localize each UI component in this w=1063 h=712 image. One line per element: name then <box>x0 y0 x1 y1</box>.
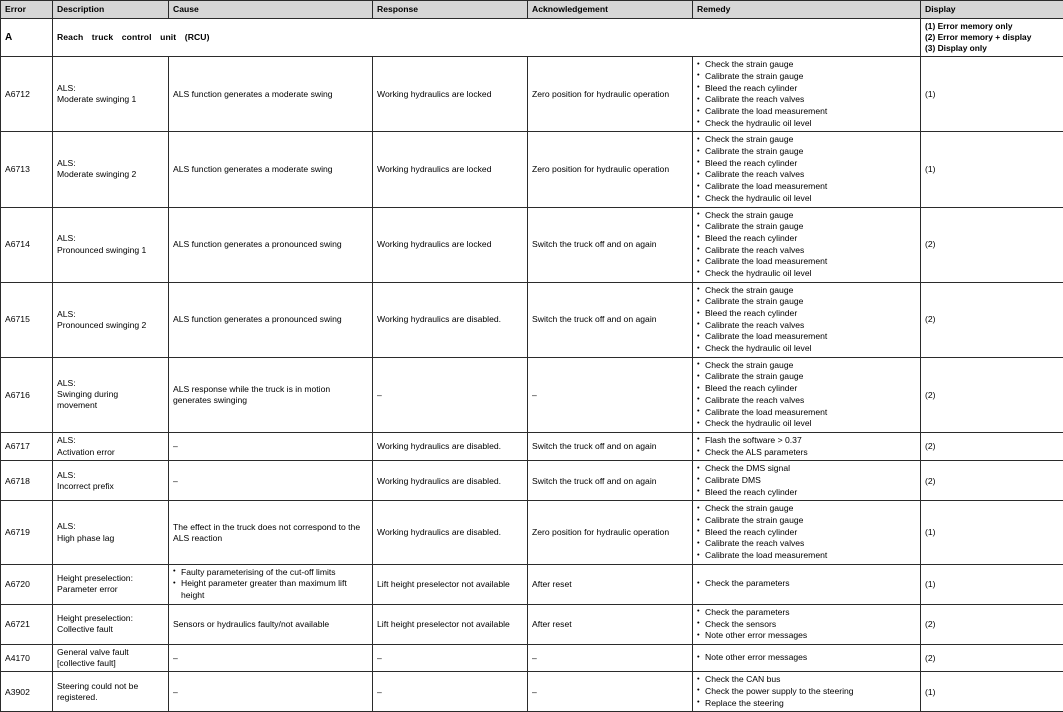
error-response: Lift height preselector not available <box>373 564 528 604</box>
error-description: ALS: High phase lag <box>53 501 169 564</box>
remedy-bullet-item: • Check the hydraulic oil level <box>697 343 917 355</box>
table-row <box>1 432 1063 460</box>
table-header <box>1 1 1063 19</box>
table-row <box>1 357 1063 432</box>
remedy-bullet-item: • Calibrate the strain gauge <box>697 221 917 233</box>
error-code: A6717 <box>1 432 53 460</box>
error-description: ALS: Pronounced swinging 1 <box>53 207 169 282</box>
error-acknowledgement: Zero position for hydraulic operation <box>528 132 693 207</box>
error-remedy <box>693 432 921 460</box>
column-header-description: Description <box>53 1 169 19</box>
error-remedy <box>693 644 921 671</box>
remedy-bullet-item: • Check the power supply to the steering <box>697 686 917 698</box>
display-legend-item-1: (1) Error memory only <box>925 21 1060 32</box>
error-description: ALS: Incorrect prefix <box>53 461 169 501</box>
error-acknowledgement: After reset <box>528 604 693 644</box>
error-description: ALS: Moderate swinging 1 <box>53 57 169 132</box>
error-remedy <box>693 357 921 432</box>
remedy-bullet-item: • Calibrate DMS <box>697 475 917 487</box>
table-row <box>1 57 1063 132</box>
section-row <box>1 19 1063 57</box>
table-row <box>1 501 1063 564</box>
remedy-bullet-item: • Check the hydraulic oil level <box>697 268 917 280</box>
remedy-bullet-item: • Check the hydraulic oil level <box>697 118 917 130</box>
column-header-acknowledgement: Acknowledgement <box>528 1 693 19</box>
error-code: A6721 <box>1 604 53 644</box>
section-title: Reach truck control unit (RCU) <box>53 19 921 57</box>
remedy-bullet-item: • Calibrate the strain gauge <box>697 515 917 527</box>
error-cause: ALS function generates a moderate swing <box>169 132 373 207</box>
error-display-code: (1) <box>921 501 1063 564</box>
error-display-code: (2) <box>921 604 1063 644</box>
error-code: A6719 <box>1 501 53 564</box>
remedy-bullet-item: • Check the DMS signal <box>697 463 917 475</box>
remedy-bullet-list <box>697 210 917 280</box>
error-description: Steering could not be registered. <box>53 672 169 712</box>
remedy-bullet-list <box>697 652 917 664</box>
column-header-response: Response <box>373 1 528 19</box>
error-code: A6713 <box>1 132 53 207</box>
error-acknowledgement: After reset <box>528 564 693 604</box>
remedy-bullet-item: • Bleed the reach cylinder <box>697 83 917 95</box>
remedy-bullet-list <box>697 607 917 642</box>
error-description: General valve fault [collective fault] <box>53 644 169 671</box>
error-display-code: (2) <box>921 282 1063 357</box>
remedy-bullet-item: • Calibrate the strain gauge <box>697 146 917 158</box>
error-description: ALS: Moderate swinging 2 <box>53 132 169 207</box>
error-display-code: (1) <box>921 57 1063 132</box>
error-description: ALS: Swinging during movement <box>53 357 169 432</box>
remedy-bullet-list <box>697 578 917 590</box>
error-response: – <box>373 644 528 671</box>
error-display-code: (1) <box>921 132 1063 207</box>
error-cause: ALS function generates a pronounced swing <box>169 282 373 357</box>
error-remedy <box>693 461 921 501</box>
error-remedy <box>693 564 921 604</box>
error-display-code: (1) <box>921 564 1063 604</box>
remedy-bullet-item: • Calibrate the load measurement <box>697 106 917 118</box>
error-response: Working hydraulics are locked <box>373 207 528 282</box>
table-row <box>1 132 1063 207</box>
error-description: Height preselection: Parameter error <box>53 564 169 604</box>
error-display-code: (2) <box>921 432 1063 460</box>
remedy-bullet-item: • Bleed the reach cylinder <box>697 383 917 395</box>
error-remedy <box>693 57 921 132</box>
remedy-bullet-item: • Check the strain gauge <box>697 134 917 146</box>
remedy-bullet-item: • Calibrate the strain gauge <box>697 71 917 83</box>
remedy-bullet-list <box>697 134 917 204</box>
remedy-bullet-list <box>697 360 917 430</box>
cause-bullet-list <box>173 567 369 602</box>
error-display-code: (2) <box>921 207 1063 282</box>
error-remedy <box>693 132 921 207</box>
column-header-error: Error <box>1 1 53 19</box>
remedy-bullet-item: • Bleed the reach cylinder <box>697 527 917 539</box>
error-remedy <box>693 604 921 644</box>
error-acknowledgement: Switch the truck off and on again <box>528 207 693 282</box>
error-acknowledgement: Switch the truck off and on again <box>528 432 693 460</box>
error-cause: ALS function generates a moderate swing <box>169 57 373 132</box>
remedy-bullet-item: • Calibrate the load measurement <box>697 256 917 268</box>
remedy-bullet-list <box>697 503 917 561</box>
display-legend-item-3: (3) Display only <box>925 43 1060 54</box>
error-description: Height preselection: Collective fault <box>53 604 169 644</box>
error-cause: Sensors or hydraulics faulty/not available <box>169 604 373 644</box>
cause-bullet-item: • Height parameter greater than maximum lift height <box>173 578 369 601</box>
error-response: – <box>373 672 528 712</box>
remedy-bullet-item: • Check the parameters <box>697 578 917 590</box>
remedy-bullet-item: • Note other error messages <box>697 652 917 664</box>
error-response: Lift height preselector not available <box>373 604 528 644</box>
section-code: A <box>1 19 53 57</box>
error-acknowledgement: – <box>528 672 693 712</box>
error-cause <box>169 564 373 604</box>
error-cause: – <box>169 672 373 712</box>
table-row <box>1 672 1063 712</box>
error-acknowledgement: Switch the truck off and on again <box>528 461 693 501</box>
remedy-bullet-item: • Check the sensors <box>697 619 917 631</box>
remedy-bullet-item: • Replace the steering <box>697 698 917 710</box>
remedy-bullet-list <box>697 435 917 458</box>
header-row <box>1 1 1063 19</box>
remedy-bullet-item: • Calibrate the reach valves <box>697 395 917 407</box>
error-display-code: (1) <box>921 672 1063 712</box>
error-description: ALS: Activation error <box>53 432 169 460</box>
table-row <box>1 564 1063 604</box>
table-row <box>1 207 1063 282</box>
remedy-bullet-item: • Calibrate the reach valves <box>697 538 917 550</box>
error-display-code: (2) <box>921 461 1063 501</box>
remedy-bullet-item: • Check the hydraulic oil level <box>697 193 917 205</box>
error-display-code: (2) <box>921 357 1063 432</box>
remedy-bullet-item: • Calibrate the reach valves <box>697 169 917 181</box>
remedy-bullet-item: • Calibrate the reach valves <box>697 245 917 257</box>
remedy-bullet-item: • Check the hydraulic oil level <box>697 418 917 430</box>
remedy-bullet-item: • Bleed the reach cylinder <box>697 487 917 499</box>
remedy-bullet-item: • Check the parameters <box>697 607 917 619</box>
error-cause: – <box>169 432 373 460</box>
remedy-bullet-item: • Calibrate the load measurement <box>697 407 917 419</box>
error-description: ALS: Pronounced swinging 2 <box>53 282 169 357</box>
display-legend <box>921 19 1063 57</box>
error-response: Working hydraulics are locked <box>373 57 528 132</box>
error-response: – <box>373 357 528 432</box>
error-code: A3902 <box>1 672 53 712</box>
remedy-bullet-item: • Bleed the reach cylinder <box>697 233 917 245</box>
error-code: A6718 <box>1 461 53 501</box>
remedy-bullet-item: • Check the ALS parameters <box>697 447 917 459</box>
remedy-bullet-item: • Calibrate the reach valves <box>697 320 917 332</box>
column-header-remedy: Remedy <box>693 1 921 19</box>
error-cause: – <box>169 461 373 501</box>
error-remedy <box>693 207 921 282</box>
remedy-bullet-list <box>697 59 917 129</box>
remedy-bullet-item: • Calibrate the load measurement <box>697 550 917 562</box>
column-header-display: Display <box>921 1 1063 19</box>
error-cause: – <box>169 644 373 671</box>
error-code: A6712 <box>1 57 53 132</box>
error-response: Working hydraulics are disabled. <box>373 282 528 357</box>
remedy-bullet-item: • Calibrate the load measurement <box>697 181 917 193</box>
error-code: A4170 <box>1 644 53 671</box>
remedy-bullet-item: • Note other error messages <box>697 630 917 642</box>
remedy-bullet-item: • Calibrate the load measurement <box>697 331 917 343</box>
error-code: A6714 <box>1 207 53 282</box>
error-cause: ALS function generates a pronounced swing <box>169 207 373 282</box>
error-cause: The effect in the truck does not correspond to the ALS reaction <box>169 501 373 564</box>
error-remedy <box>693 672 921 712</box>
error-remedy <box>693 282 921 357</box>
cause-bullet-item: • Faulty parameterising of the cut-off limits <box>173 567 369 579</box>
error-code: A6720 <box>1 564 53 604</box>
error-display-code: (2) <box>921 644 1063 671</box>
error-acknowledgement: – <box>528 357 693 432</box>
table-row <box>1 461 1063 501</box>
error-acknowledgement: Zero position for hydraulic operation <box>528 57 693 132</box>
error-cause: ALS response while the truck is in motion generates swinging <box>169 357 373 432</box>
table-row <box>1 604 1063 644</box>
remedy-bullet-list <box>697 463 917 498</box>
remedy-bullet-item: • Check the strain gauge <box>697 503 917 515</box>
error-remedy <box>693 501 921 564</box>
error-response: Working hydraulics are disabled. <box>373 501 528 564</box>
remedy-bullet-item: • Check the strain gauge <box>697 210 917 222</box>
remedy-bullet-item: • Bleed the reach cylinder <box>697 308 917 320</box>
error-acknowledgement: Zero position for hydraulic operation <box>528 501 693 564</box>
error-response: Working hydraulics are disabled. <box>373 432 528 460</box>
error-response: Working hydraulics are locked <box>373 132 528 207</box>
remedy-bullet-item: • Calibrate the reach valves <box>697 94 917 106</box>
error-code: A6715 <box>1 282 53 357</box>
remedy-bullet-item: • Flash the software > 0.37 <box>697 435 917 447</box>
display-legend-item-2: (2) Error memory + display <box>925 32 1060 43</box>
error-acknowledgement: Switch the truck off and on again <box>528 282 693 357</box>
remedy-bullet-item: • Check the CAN bus <box>697 674 917 686</box>
table-row <box>1 644 1063 671</box>
remedy-bullet-list <box>697 674 917 709</box>
table-row <box>1 282 1063 357</box>
remedy-bullet-item: • Calibrate the strain gauge <box>697 296 917 308</box>
table-body <box>1 19 1063 712</box>
error-code: A6716 <box>1 357 53 432</box>
error-response: Working hydraulics are disabled. <box>373 461 528 501</box>
remedy-bullet-item: • Calibrate the strain gauge <box>697 371 917 383</box>
column-header-cause: Cause <box>169 1 373 19</box>
remedy-bullet-item: • Check the strain gauge <box>697 285 917 297</box>
remedy-bullet-item: • Bleed the reach cylinder <box>697 158 917 170</box>
remedy-bullet-list <box>697 285 917 355</box>
remedy-bullet-item: • Check the strain gauge <box>697 360 917 372</box>
error-acknowledgement: – <box>528 644 693 671</box>
remedy-bullet-item: • Check the strain gauge <box>697 59 917 71</box>
